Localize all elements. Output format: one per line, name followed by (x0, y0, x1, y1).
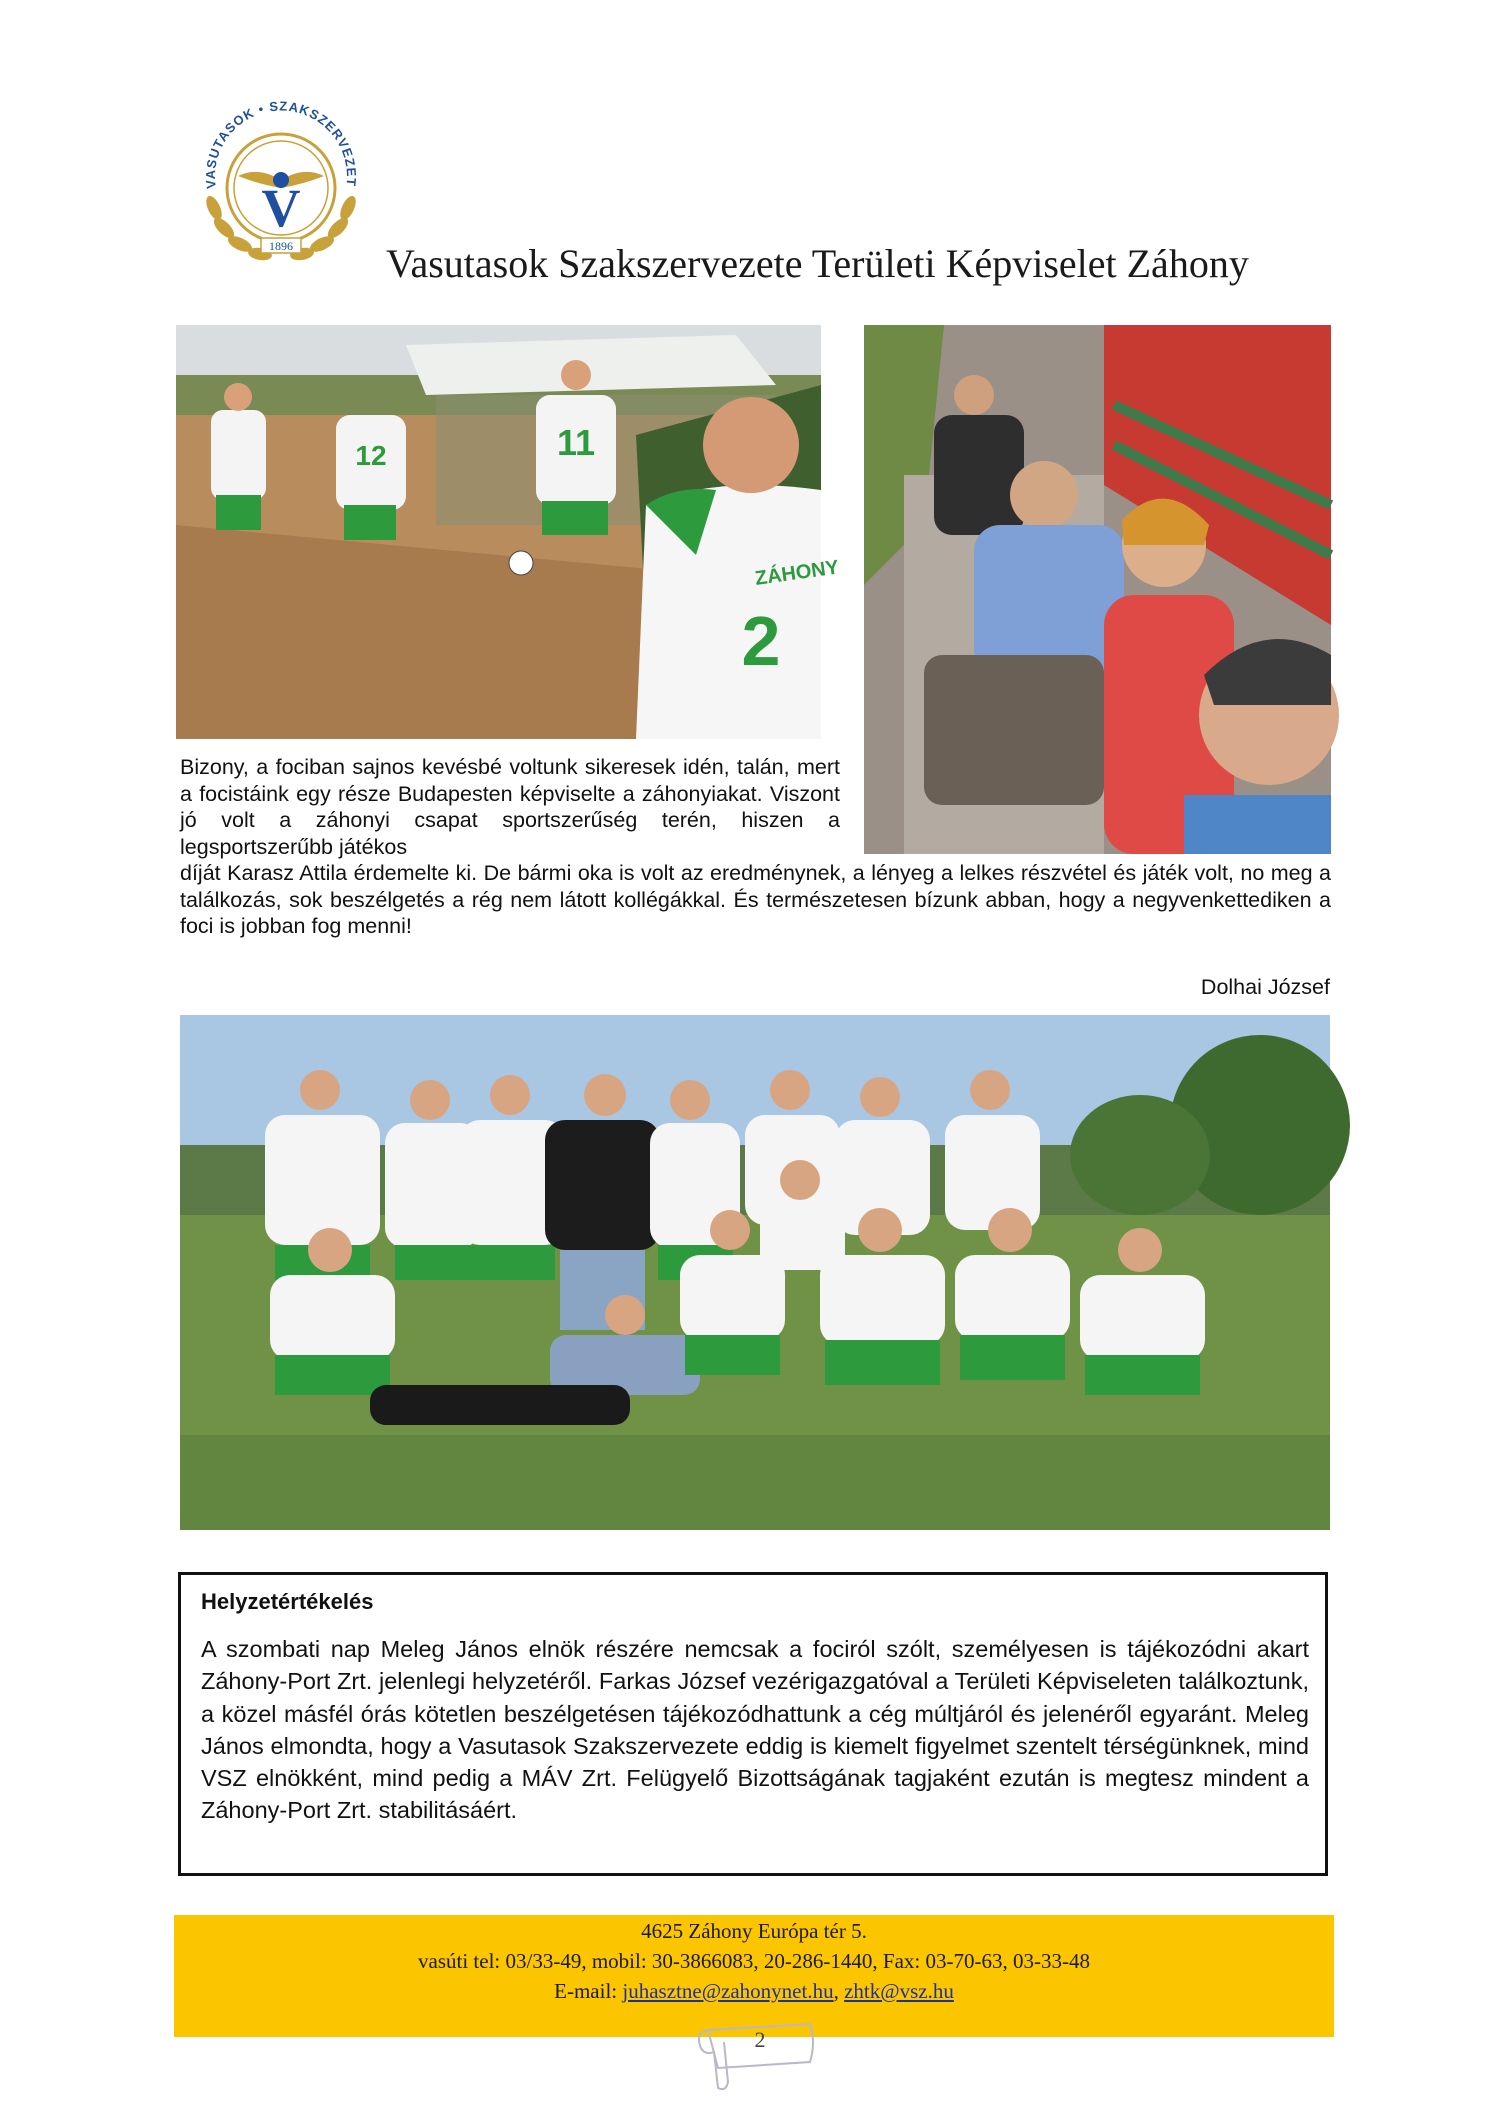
svg-text:11: 11 (556, 422, 596, 463)
team-photo (180, 1015, 1330, 1530)
svg-text:2: 2 (741, 602, 781, 680)
evaluation-box (178, 1572, 1328, 1876)
article-paragraph: díját Karasz Attila érdemelte ki. De bármi oka is volt az eredménynek, a lényeg a lelkes részvétel és játék volt, no meg a találkozás, sok beszélgetés a rég nem látott kollégákkal. És természetesen bízunk abban, hogy a negyvenkettediken a foci is jobban fog menni! (180, 861, 1331, 938)
footer-address: 4625 Záhony Európa tér 5. (641, 1919, 867, 1943)
svg-text:ZÁHONY: ZÁHONY (753, 556, 841, 590)
footer-email-label: E-mail: (554, 1979, 623, 2003)
svg-text:1896: 1896 (269, 239, 293, 253)
svg-text:V: V (261, 178, 301, 238)
evaluation-body: A szombati nap Meleg János elnök részére nemcsak a fociról szólt, személyesen is tájékozódni akart Záhony-Port Zrt. jelenlegi helyzetéről. Farkas József vezérigazgatóval a Területi Képviseleten találkoztunk, a közel másfél órás kötetlen beszélgetésen tájékozódhattunk a cég múltjáról és jelenéről egyaránt. Meleg János elmondta, hogy a Vasutasok Szakszervezete eddig is kiemelt figyelmet szentelt térségünknek, mind VSZ elnökként, mind pedig a MÁV Zrt. Felügyelő Bizottságának tagjaként ezután is megtesz mindent a Záhony-Port Zrt. stabilitásáért. (201, 1636, 1309, 1824)
article-paragraph-wrapped: Bizony, a fociban sajnos kevésbé voltunk sikeresek idén, talán, mert a focistáink egy része Budapesten képviselte a záhonyiakat. Viszont jó volt a záhonyi csapat sportszerűség terén, hiszen a legsportszerűbb játékos (180, 755, 840, 859)
union-logo (188, 88, 374, 274)
email-link-juhasztne[interactable]: juhasztne@zahonynet.hu (622, 1979, 834, 2003)
evaluation-heading: Helyzetértékelés (201, 1589, 374, 1614)
spectators-photo (864, 325, 1331, 854)
email-link-zhtk[interactable]: zhtk@vsz.hu (844, 1979, 954, 2003)
footer-phones: vasúti tel: 03/33-49, mobil: 30-3866083, 20-286-1440, Fax: 03-70-63, 03-33-48 (418, 1949, 1090, 1973)
article-author: Dolhai József (1200, 975, 1330, 999)
page-title: Vasutasok Szakszervezete Területi Képviselet Záhony (386, 241, 1249, 286)
svg-text:VASUTASOK • SZAKSZERVEZETE: VASUTASOK • SZAKSZERVEZET (202, 98, 360, 190)
players-photo (176, 325, 841, 739)
page-number: 2 (754, 2027, 766, 2052)
svg-text:12: 12 (355, 440, 387, 471)
footer-email-line (174, 1979, 1334, 2004)
footer-email-separator: , (833, 1979, 845, 2003)
